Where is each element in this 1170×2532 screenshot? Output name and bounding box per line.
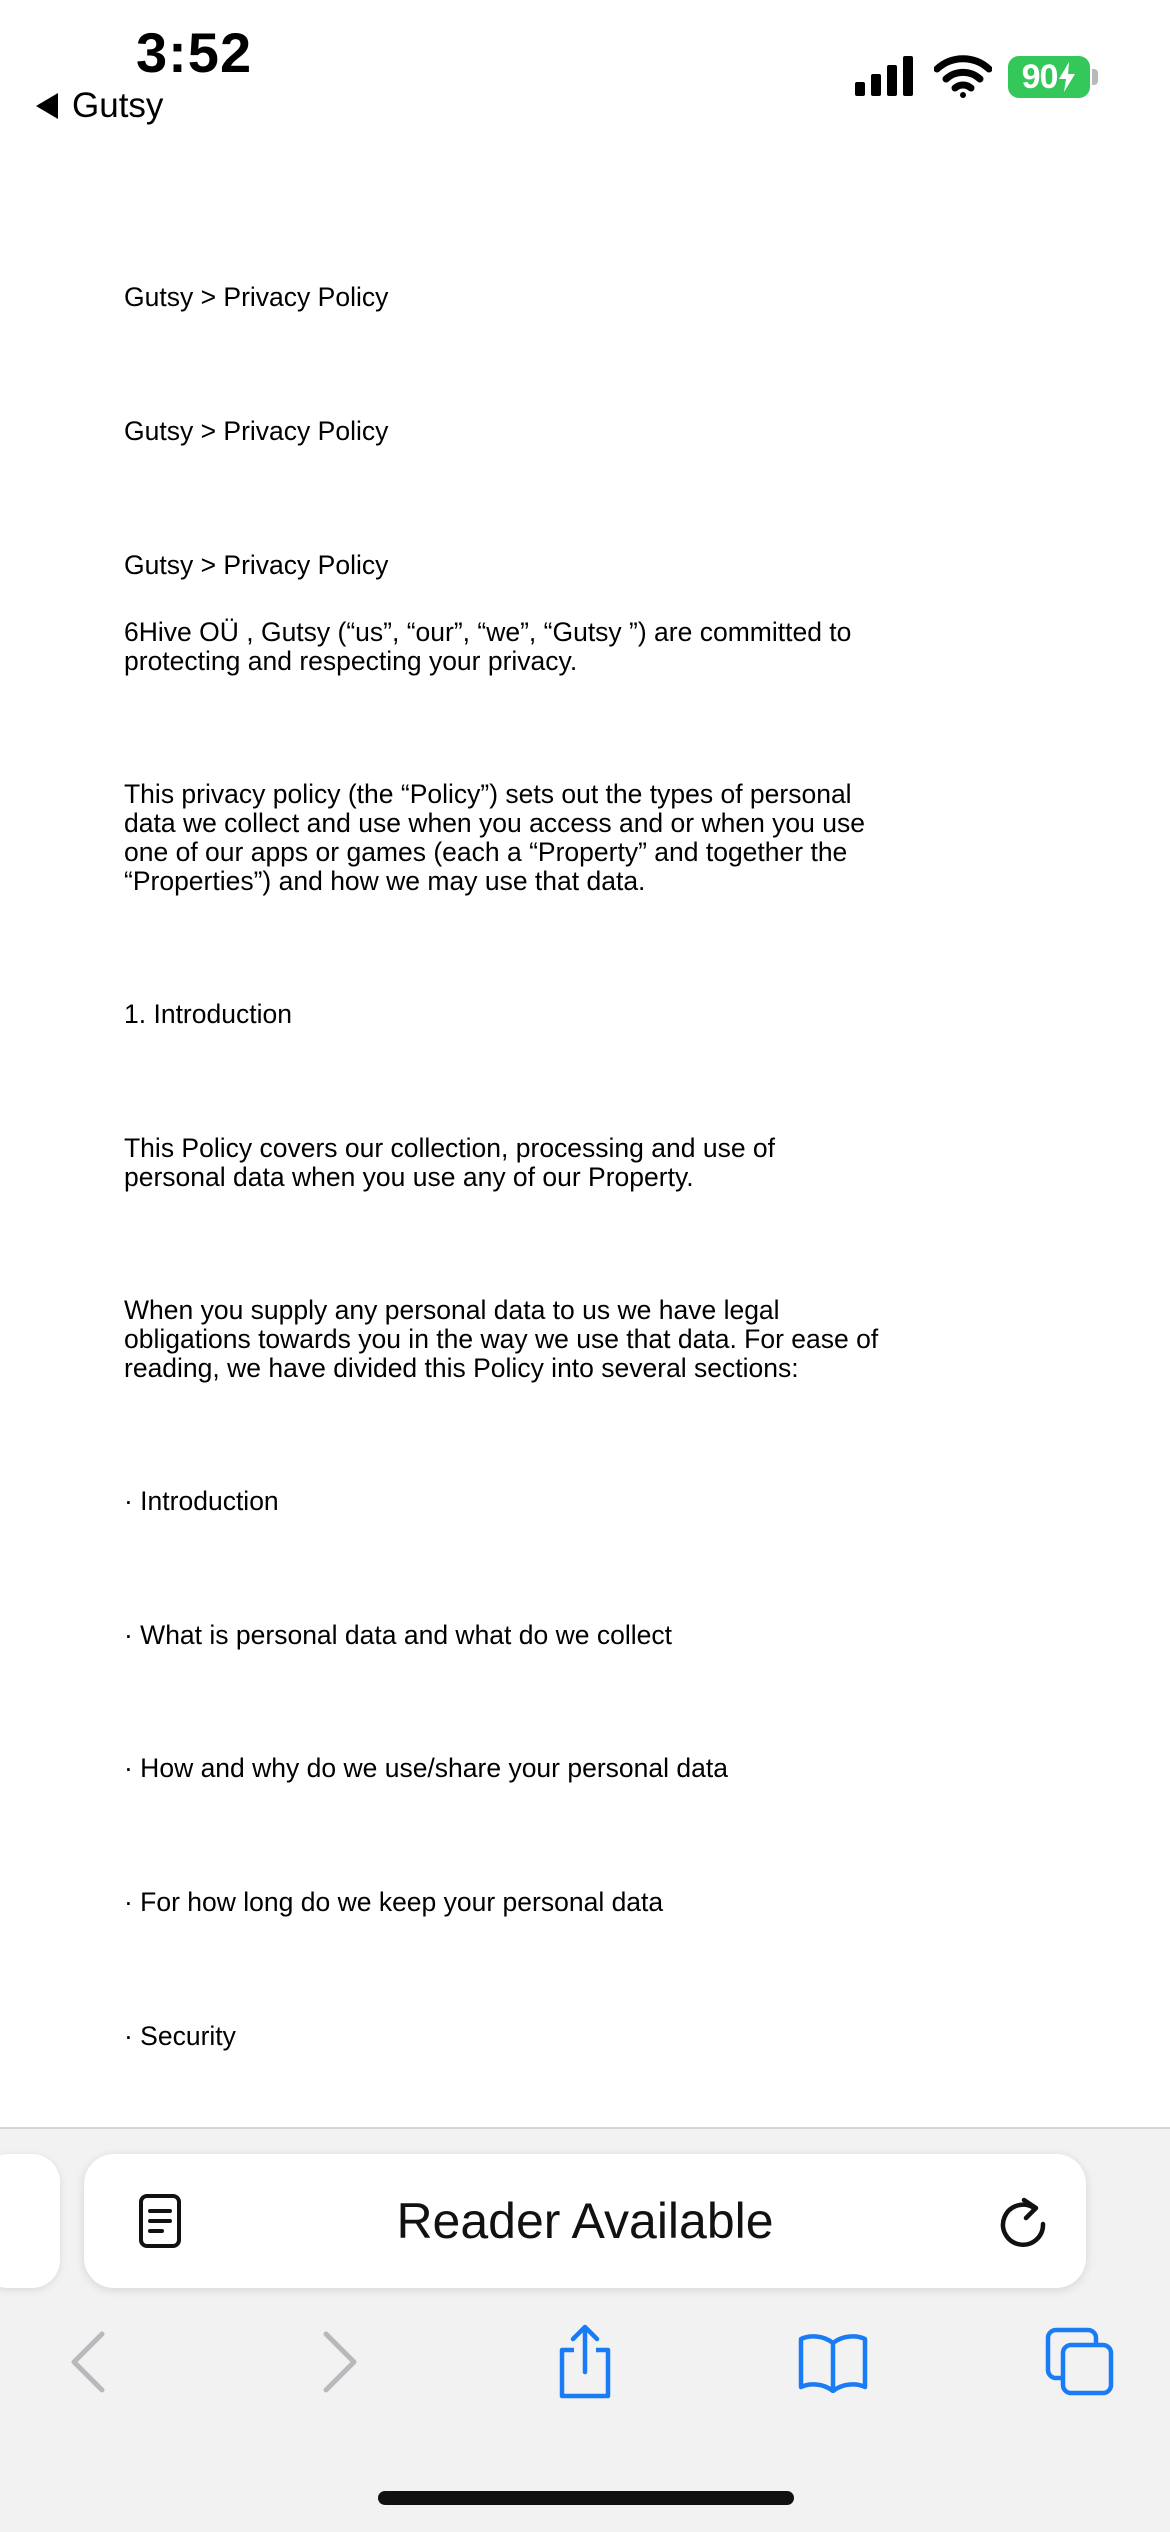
charging-bolt-icon	[1058, 62, 1076, 92]
back-icon	[68, 2330, 108, 2394]
share-button[interactable]	[545, 2322, 625, 2402]
previous-tab-card[interactable]	[0, 2154, 60, 2288]
tabs-button[interactable]	[1040, 2322, 1120, 2402]
reader-icon[interactable]	[138, 2193, 182, 2249]
address-bar[interactable]	[84, 2154, 1086, 2288]
section-heading-introduction: 1. Introduction	[124, 999, 292, 1029]
share-icon	[554, 2324, 616, 2400]
back-button[interactable]	[48, 2322, 128, 2402]
back-app-label: Gutsy	[72, 86, 164, 125]
bookmarks-icon	[797, 2331, 869, 2393]
battery-indicator	[1008, 56, 1090, 98]
coverage-paragraph: This Policy covers our collection, processing and use of personal data when you use any of our Property.	[124, 1133, 776, 1192]
forward-icon	[320, 2330, 360, 2394]
policy-paragraph: This privacy policy (the “Policy”) sets out the types of personal data we collect and use when you access and or when you use one of our apps or games (each a “Property” and together the “Properties”) and how we may use that data.	[124, 779, 865, 896]
obligations-paragraph: When you supply any personal data to us we have legal obligations towards you in the way we use that data. For ease of reading, we have divided this Policy into several sections:	[124, 1295, 879, 1383]
reload-icon[interactable]	[996, 2194, 1050, 2250]
forward-button[interactable]	[300, 2322, 380, 2402]
battery-cap	[1092, 69, 1098, 85]
wifi-icon	[934, 54, 992, 98]
intro-paragraph: 6Hive OÜ , Gutsy (“us”, “our”, “we”, “Gutsy ”) are committed to protecting and respecting your privacy.	[124, 617, 852, 676]
back-triangle-icon	[36, 93, 58, 119]
bookmarks-button[interactable]	[793, 2322, 873, 2402]
back-to-app-button[interactable]	[36, 86, 163, 126]
list-item: · Introduction	[124, 1486, 279, 1516]
home-indicator	[378, 2491, 794, 2505]
list-item: · What is personal data and what do we collect	[124, 1620, 672, 1650]
address-bar-text: Reader Available	[396, 2193, 774, 2249]
list-item: · For how long do we keep your personal data	[124, 1887, 664, 1917]
battery-level: 90	[1021, 57, 1058, 96]
list-item: · Security	[124, 2021, 236, 2051]
cellular-signal-icon	[855, 56, 915, 96]
tabs-icon	[1045, 2327, 1115, 2397]
status-time: 3:52	[136, 21, 253, 84]
list-item: · How and why do we use/share your personal data	[124, 1753, 728, 1783]
breadcrumb-2: Gutsy > Privacy Policy	[124, 416, 389, 446]
breadcrumb-3: Gutsy > Privacy Policy	[124, 550, 389, 580]
breadcrumb-1: Gutsy > Privacy Policy	[124, 282, 389, 312]
